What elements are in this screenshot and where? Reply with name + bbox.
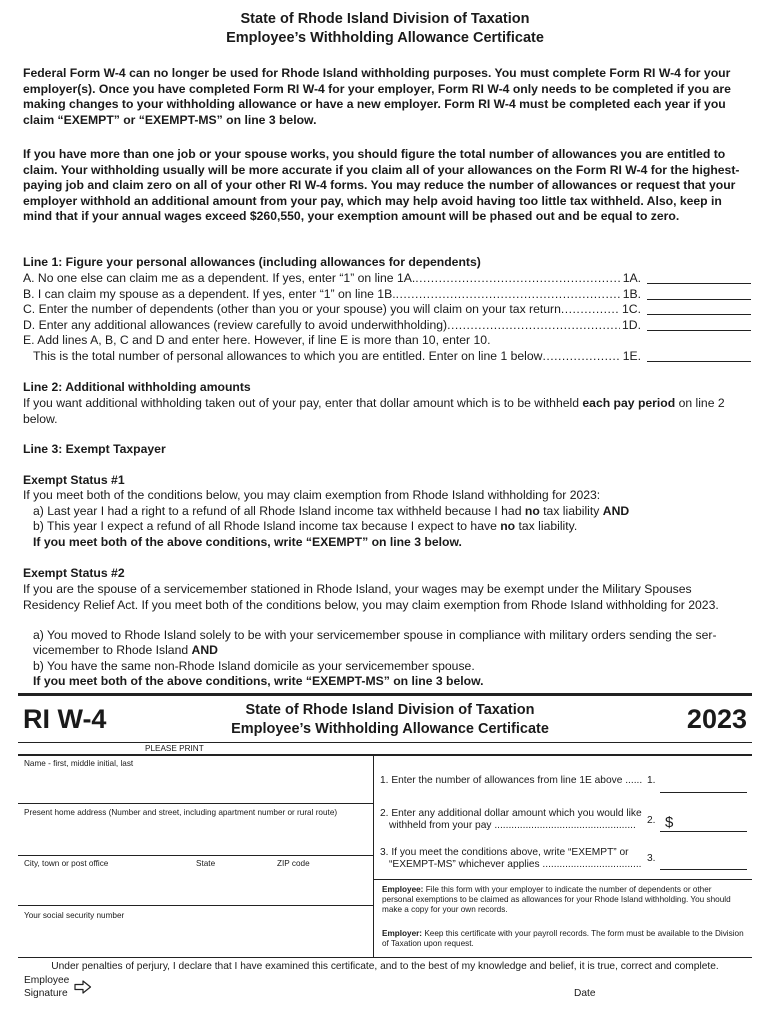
date-field[interactable] (610, 978, 750, 998)
line1e-text-2: This is the total number of personal allowances to which you are entitled. Enter on line 1 below (33, 349, 543, 363)
line1d-row (23, 318, 751, 334)
address-field[interactable] (24, 820, 364, 852)
form-line3-text-2: “EXEMPT-MS” whichever applies ................................... (389, 859, 642, 870)
line1a-text: A. No one else can claim me as a dependent. If yes, enter “1” on line 1A. (23, 271, 416, 285)
form-line3-num: 3. (647, 853, 656, 864)
line1a-key: 1A. (622, 271, 641, 285)
form-line2-text-2: withheld from your pay .................................................. (389, 820, 636, 831)
exempt1-conclusion: If you meet both of the above conditions, write “EXEMPT” on line 3 below. (33, 535, 462, 549)
form-line1-field[interactable] (660, 792, 747, 793)
line1b-key: 1B. (622, 287, 641, 301)
line1c-field[interactable] (647, 302, 751, 315)
zip-label: ZIP code (277, 859, 310, 868)
line1a-row (23, 271, 751, 287)
form-line2-field[interactable] (660, 831, 747, 832)
address-label: Present home address (Number and street, including apartment number or rural route) (24, 808, 338, 817)
perjury-statement: Under penalties of perjury, I declare that I have examined this certificate, and to the best of my knowledge and belief, it is true, correct and complete. (51, 961, 719, 972)
line1d-text: D. Enter any additional allowances (review carefully to avoid underwithholding) (23, 318, 448, 332)
line1b-text: B. I can claim my spouse as a dependent. If yes, enter “1” on line 1B. (23, 287, 396, 301)
line1c-row (23, 302, 751, 318)
signature-label-2: Signature (24, 988, 68, 999)
form-top-rule (18, 693, 752, 696)
line1c-text: C. Enter the number of dependents (other than you or your spouse) you will claim on your tax return (23, 302, 561, 316)
city-label: City, town or post office (24, 859, 109, 868)
exempt2-b: b) You have the same non-Rhode Island domicile as your servicemember spouse. (33, 659, 475, 673)
line1b-row (23, 287, 751, 303)
line1e-text-1: E. Add lines A, B, C and D and enter here. However, if line E is more than 10, enter 10. (23, 333, 491, 347)
name-label: Name - first, middle initial, last (24, 759, 134, 768)
form-fields-top-rule (18, 754, 752, 756)
state-label: State (196, 859, 216, 868)
intro-paragraph-1: Federal Form W-4 can no longer be used for Rhode Island withholding purposes. You must complete Form RI W-4 for your employer(s). Once you have completed Form RI W-4 for your employer, Form RI W-4 only needs to be completed if you are making changes to your withholding allowance or have a new employer. Form RI W-4 must be completed each year if you claim “EXEMPT” or “EXEMPT-MS” on line 3 below. (23, 66, 731, 127)
line1e-field[interactable] (647, 349, 751, 362)
form-line2-num: 2. (647, 815, 656, 826)
line3-heading: Line 3: Exempt Taxpayer (23, 442, 166, 456)
form-code: RI W-4 (23, 704, 107, 734)
form-header-rule (18, 742, 752, 743)
exempt1-b: b) This year I expect a refund of all Rhode Island income tax because I expect to have no tax liability. (33, 519, 578, 533)
form-column-divider (373, 755, 374, 957)
form-line3-field[interactable] (660, 869, 747, 870)
exempt1-heading: Exempt Status #1 (23, 473, 125, 487)
form-bottom-rule (18, 957, 752, 958)
line1e-row (23, 349, 751, 365)
line1d-key: 1D. (622, 318, 641, 332)
exempt1-a: a) Last year I had a right to a refund of all Rhode Island income tax withheld because I had no tax liability AND (33, 504, 630, 518)
signature-label-1: Employee (24, 975, 70, 986)
form-line3-text-1: 3. If you meet the conditions above, write “EXEMPT” or (380, 847, 629, 858)
ssn-field[interactable] (24, 922, 364, 952)
line1e-key: 1E. (622, 349, 641, 363)
line1d-field[interactable] (647, 318, 751, 331)
exempt2-conclusion: If you meet both of the above conditions, write “EXEMPT-MS” on line 3 below. (33, 674, 484, 688)
employer-note: Employer: Keep this certificate with your payroll records. The form must be available to the Division of Taxation upon request. (382, 929, 744, 948)
line1-heading: Line 1: Figure your personal allowances (including allowances for dependents) (23, 255, 481, 269)
form-line1-num: 1. (647, 775, 656, 786)
exempt2-a-1: a) You moved to Rhode Island solely to be with your servicemember spouse in compliance with military orders sending the ser- (33, 628, 717, 642)
form-title: State of Rhode Island Division of Taxation (245, 702, 535, 718)
line1a-field[interactable] (647, 271, 751, 284)
city-state-zip-field[interactable] (24, 870, 364, 902)
exempt1-intro: If you meet both of the conditions below, you may claim exemption from Rhode Island withholding for 2023: (23, 488, 601, 502)
exempt2-heading: Exempt Status #2 (23, 566, 125, 580)
intro-paragraph-2: If you have more than one job or your spouse works, you should figure the total number of allowances you are entitled to claim. Your withholding usually will be more accurate if you claim all of your allowances on the Form RI W-4 for the highest-paying job and claim zero on all of your other RI W-4 forms. You may reduce the number of allowances or request that your employer withhold an additional amount from your pay, which may help avoid having too little tax withheld. Also, keep in mind that if your annual wages exceed $260,550, your exemption amount will be phased out and be equal to zero. (23, 147, 740, 224)
please-print: PLEASE PRINT (145, 744, 204, 753)
form-subtitle: Employee’s Withholding Allowance Certificate (231, 721, 549, 737)
line2-text: If you want additional withholding taken out of your pay, enter that dollar amount which is to be withheld each pay period on line 2 below. (23, 396, 725, 426)
form-line2-text-1: 2. Enter any additional dollar amount which you would like (380, 808, 642, 819)
arrow-right-icon (74, 980, 92, 994)
name-field[interactable] (24, 770, 364, 800)
date-label: Date (574, 988, 596, 999)
dollar-sign: $ (665, 814, 674, 831)
page-title: State of Rhode Island Division of Taxation (240, 11, 530, 27)
line1b-field[interactable] (647, 287, 751, 300)
exempt2-a-2: vicemember to Rhode Island AND (33, 643, 218, 657)
form-year: 2023 (686, 704, 747, 734)
form-line1-text: 1. Enter the number of allowances from line 1E above ...... (380, 775, 643, 786)
exempt2-intro: If you are the spouse of a servicemember stationed in Rhode Island, your wages may be exempt under the Military Spouses Residency Relief Act. If you meet both of the conditions below, you may claim exemption from Rhode Island withholding for 2023. (23, 582, 719, 612)
line2-heading: Line 2: Additional withholding amounts (23, 380, 251, 394)
employee-note: Employee: File this form with your employer to indicate the number of dependents or other personal exemptions to be claimed as allowances for your Rhode Island withholding. You should make a copy for your own records. (382, 885, 731, 914)
ssn-label: Your social security number (24, 911, 125, 920)
signature-field[interactable] (100, 978, 540, 998)
page-subtitle: Employee’s Withholding Allowance Certificate (226, 30, 544, 46)
line1c-key: 1C. (622, 302, 641, 316)
